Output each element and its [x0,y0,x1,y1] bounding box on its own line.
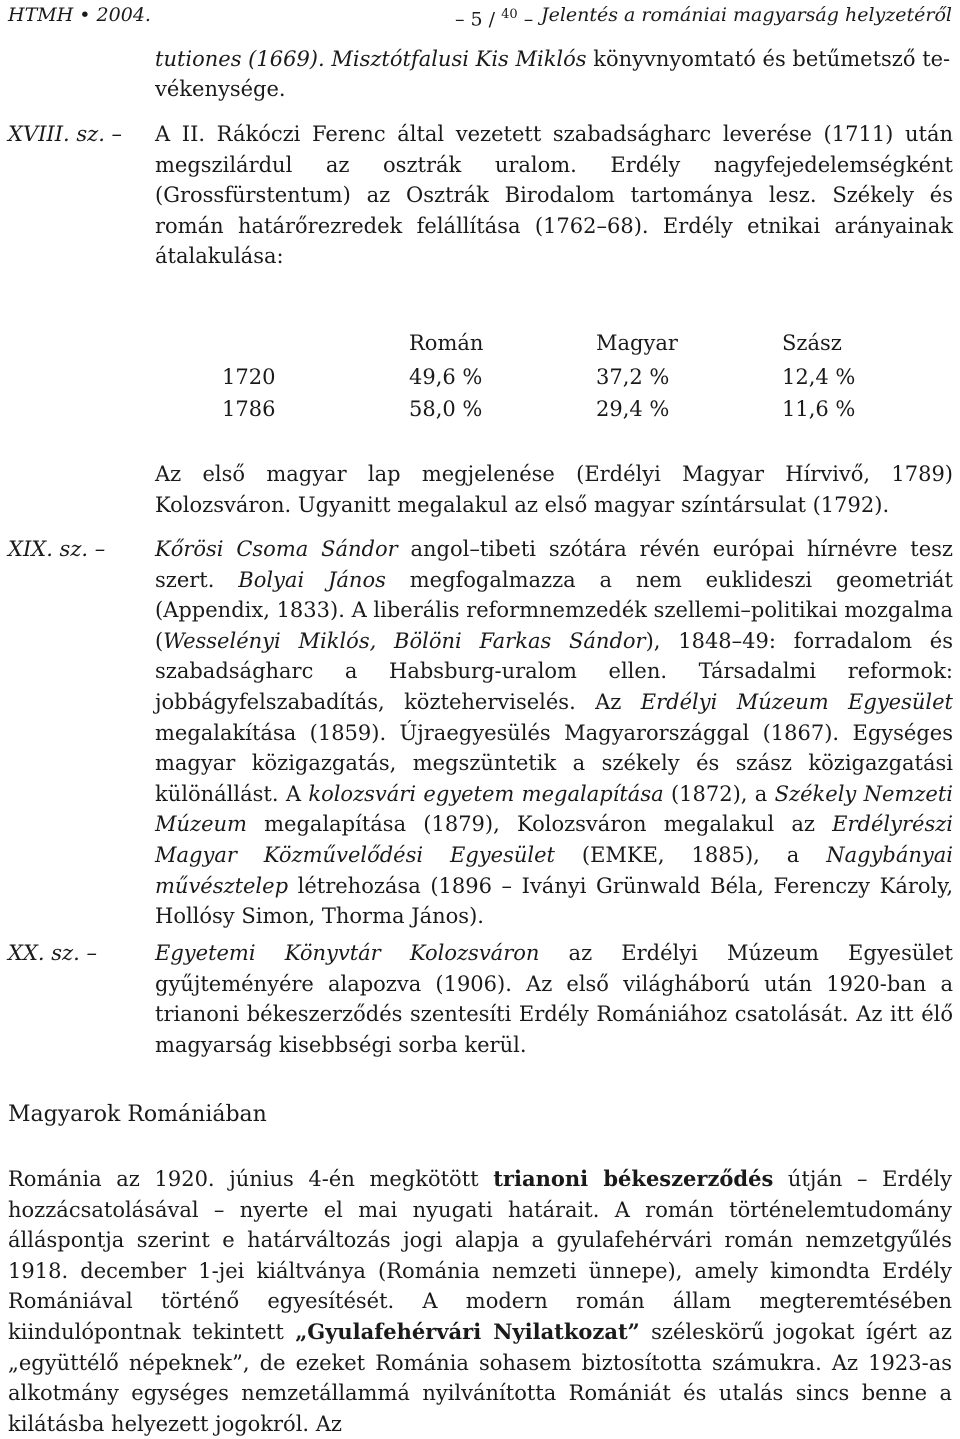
table-cell: 37,2 % [596,365,670,389]
intro-line-1-italic: tutiones (1669). Misztótfalusi Kis Miklós [155,47,587,71]
italic-name: Egyetemi Könyvtár Kolozsváron [155,941,540,965]
text-run: létrehozása (1896 – Iványi Grünwald Béla, Ferenczy Károly, Hollósy Simon, Thorma János). [155,873,953,929]
bold-term: trianoni békeszerződés [493,1166,774,1191]
table-cell: 12,4 % [782,365,856,389]
running-header-right: Jelentés a romániai magyarság helyzetéről [540,4,952,26]
table-header-roman: Román [409,331,484,355]
section-paragraph [8,1164,952,1439]
bold-term: „Gyulafehérvári Nyilatkozat” [295,1318,640,1344]
section-heading: Magyarok Romániában [8,1102,267,1127]
era-label-20: XX. sz. – [8,941,97,965]
text-run: megalapítása (1879), Kolozsváron megalakul az [246,812,833,837]
italic-name: Wesselényi Miklós, Bölöni Farkas Sándor [163,628,646,653]
text-run: (EMKE, 1885), a [554,842,827,867]
text-run: útján – Erdély hozzácsatolásával – nyerte el mai nyugati határait. A román történelemtudomány álláspontja szerint e határváltozás jogi alapja a gyulafehérvári román nemzetgyűlés 1918. december 1-jei kiáltványa (Románia nemzeti ünnepe), amely kimondta Erdély Romániával történő egyesítését. A modern román állam megteremtésében kiindulópontnak tekintett [8,1167,952,1344]
intro-line-1-rest: könyvnyomtató és betűmetsző te- [586,47,951,71]
text-run: ), 1848–49: forradalom és szabadságharc a Habsburg-uralom ellen. Társadalmi reformok: jobbágyfelszabadítás, közteherviselés. Az [155,628,953,714]
italic-name: Kőrösi Csoma Sándor [155,537,398,561]
page-current: 5 [470,8,483,31]
italic-name: Erdélyrészi Magyar Közművelődési Egyesület [155,812,953,867]
italic-name: Székely Nemzeti Múzeum [155,781,953,837]
era-label-18: XVIII. sz. – [8,122,123,146]
table-cell: 49,6 % [409,365,483,389]
page-number: – 5 / $^{40}$ – [455,7,534,31]
table-row-year: 1786 [222,397,276,421]
intro-line-2: vékenysége. [155,77,286,101]
table-cell: 11,6 % [782,397,856,421]
text-run: (1872), a [663,781,775,806]
table-header-szasz: Szász [782,331,842,355]
text-run: Románia az 1920. június 4-én megkötött [8,1167,494,1191]
italic-name: Nagybányai művésztelep [155,842,953,898]
running-header-left: HTMH • 2004. [8,4,151,26]
era-text-18: A II. Rákóczi Ferenc által vezetett szabadságharc leverése (1711) után megszilárdul az osztrák uralom. Erdély nagyfejedelemségként (Grossfürstentum) az Osztrák Birodalom tartománya lesz. Székely és román határőrezredek felállítása (1762–68). Erdély etnikai arányainak átalakulása: [155,122,953,269]
table-header-magyar: Magyar [596,331,678,355]
page-total: 40 [501,7,518,22]
first-press-paragraph: Az első magyar lap megjelenése (Erdélyi Magyar Hírvivő, 1789) Kolozsváron. Ugyanitt megalakul az első magyar színtársulat (1792). [155,462,953,517]
text-run: megfogalmazza a nem euklideszi geometriát (Appendix, 1833). A liberális reformnemzedék szellemi–politikai mozgalma ( [155,567,953,653]
text-run: az Erdélyi Múzeum Egyesület gyűjteményére alapozva (1906). Az első világháború után 1920-ban a trianoni békeszerződés szentesíti Erdély Romániához csatolását. Az itt élő magyarság kisebbségi sorba kerül. [155,941,953,1057]
text-run: megalakítása (1859). Újraegyesülés Magyarországgal (1867). Egységes magyar közigazgatás, megszüntetik a székely és szász közigazgatási különállást. A [155,720,953,806]
intro-line-1 [155,44,950,74]
text-run: angol–tibeti szótára révén európai hírnévre tesz szert. [155,537,953,592]
table-cell: 58,0 % [409,397,483,421]
table-cell: 29,4 % [596,397,670,421]
table-row-year: 1720 [222,365,276,389]
era-label-19: XIX. sz. – [8,537,106,561]
italic-name: Erdélyi Múzeum Egyesület [640,689,953,714]
era-text-19 [155,534,953,932]
italic-name: kolozsvári egyetem megalapítása [308,781,664,806]
italic-name: Bolyai János [238,567,386,592]
era-text-20 [155,938,953,1060]
text-run: széleskörű jogokat ígért az „együttélő népeknek”, de ezeket Románia sohasem biztosította számukra. Az 1923-as alkotmány egységes nemzetállammá nyilvánította Romániát és utalás sincs benne a kilátásba helyezett jogokról. Az [8,1319,952,1436]
